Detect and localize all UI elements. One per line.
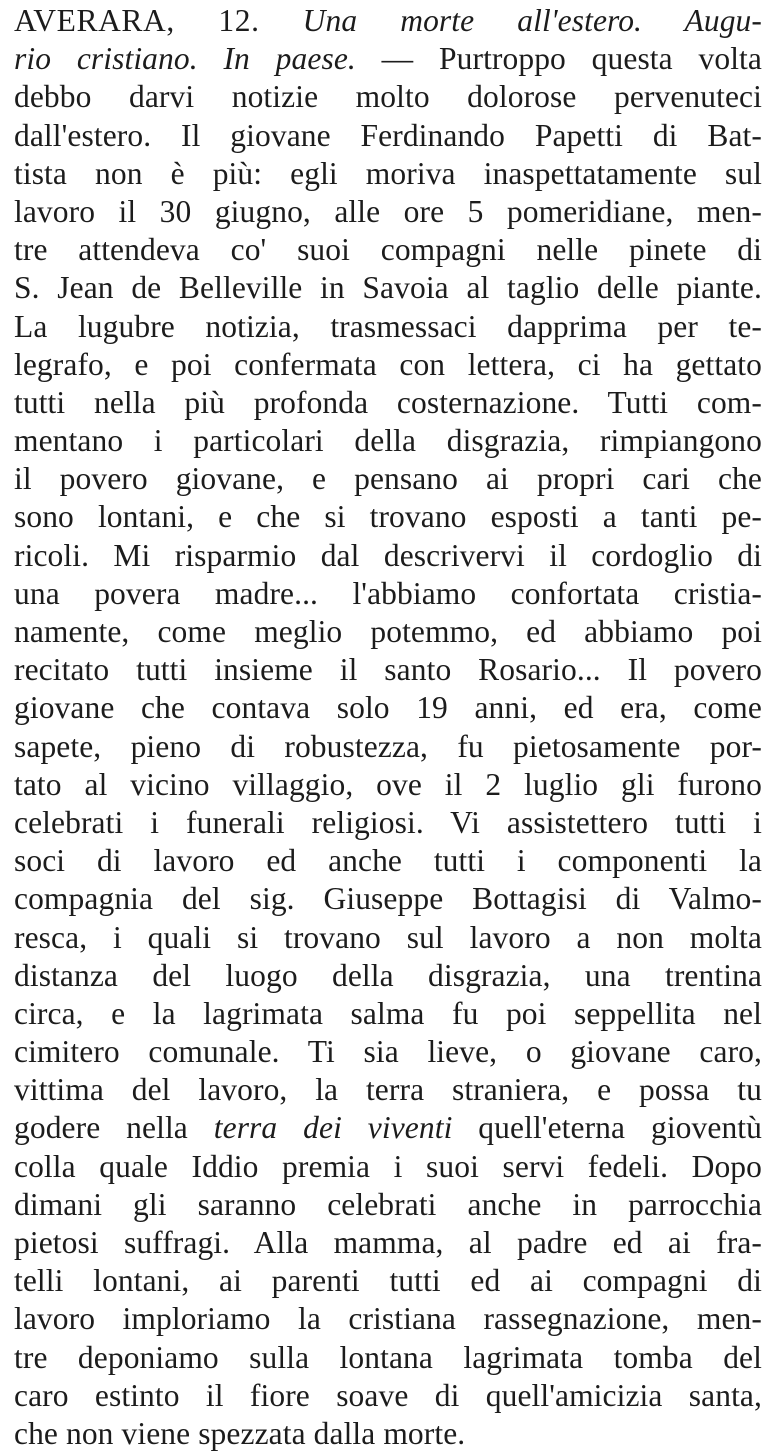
article-line: tutti nella più profonda costernazione. Tutti com-: [14, 384, 762, 420]
article-line: lavoro il 30 giugno, alle ore 5 pomeridiane, men-: [14, 193, 762, 229]
article-line: tre attendeva co' suoi compagni nelle pinete di: [14, 232, 762, 268]
article-line: pietosi suffragi. Alla mamma, al padre ed ai fra-: [14, 1225, 762, 1260]
article-line: cimitero comunale. Ti sia lieve, o giovane caro,: [14, 1034, 762, 1070]
italic-phrase: terra dei viventi: [213, 1110, 453, 1146]
article-line: debbo darvi notizie molto dolorose pervenuteci: [14, 79, 762, 115]
article-body: [14, 2, 762, 1453]
article-line: ricoli. Mi risparmio dal descrivervi il cordoglio di: [14, 537, 762, 573]
article-text: godere nella: [14, 1110, 214, 1146]
article-line: [14, 1109, 762, 1147]
article-line: celebrati i funerali religiosi. Vi assistettero tutti i: [14, 804, 762, 840]
article-line: dall'estero. Il giovane Ferdinando Papetti di Bat-: [14, 117, 762, 153]
article-line: distanza del luogo della disgrazia, una trentina: [14, 957, 762, 993]
article-line: vittima del lavoro, la terra straniera, e possa tu: [14, 1072, 762, 1108]
article-line: legrafo, e poi confermata con lettera, ci ha gettato: [14, 346, 762, 382]
article-line: circa, e la lagrimata salma fu poi seppellita nel: [14, 995, 762, 1031]
article-line: [14, 2, 762, 40]
article-line: tato al vicino villaggio, ove il 2 luglio gli furono: [14, 766, 762, 802]
article-line: namente, come meglio potemmo, ed abbiamo poi: [14, 614, 762, 649]
article-last-line: che non viene spezzata dalla morte.: [14, 1415, 466, 1451]
article-subheading: Una morte all'estero. Augu-: [302, 3, 762, 38]
article-line: [14, 40, 762, 78]
article-line: soci di lavoro ed anche tutti i componenti la: [14, 843, 762, 879]
article-line: S. Jean de Belleville in Savoia al taglio delle piante.: [14, 270, 762, 306]
article-line: sapete, pieno di robustezza, fu pietosamente por-: [14, 728, 762, 764]
article-line: sono lontani, e che si trovano esposti a tanti pe-: [14, 499, 762, 535]
article-line: lavoro imploriamo la cristiana rassegnazione, men-: [14, 1301, 762, 1337]
article-line: recitato tutti insieme il santo Rosario... Il povero: [14, 652, 762, 688]
article-line: mentano i particolari della disgrazia, rimpiangono: [14, 423, 762, 459]
article-line: tre deponiamo sulla lontana lagrimata tomba del: [14, 1339, 762, 1375]
article-line: una povera madre... l'abbiamo confortata cristia-: [14, 575, 762, 611]
article-line: resca, i quali si trovano sul lavoro a non molta: [14, 919, 762, 955]
article-subheading-continued: rio cristiano. In paese.: [14, 41, 356, 77]
article-header: AVERARA, 12.: [14, 3, 260, 38]
article-text: quell'eterna gioventù: [452, 1110, 763, 1146]
article-text: — Purtroppo questa volta: [381, 41, 762, 77]
article-line: giovane che contava solo 19 anni, ed era, come: [14, 690, 762, 726]
article-line: caro estinto il fiore soave di quell'amicizia santa,: [14, 1377, 762, 1413]
article-line: compagnia del sig. Giuseppe Bottagisi di Valmo-: [14, 881, 762, 917]
article-line: La lugubre notizia, trasmessaci dapprima per te-: [14, 308, 762, 344]
article-line: dimani gli saranno celebrati anche in parrocchia: [14, 1186, 762, 1222]
article-line: il povero giovane, e pensano ai propri cari che: [14, 461, 762, 497]
article-line: tista non è più: egli moriva inaspettatamente sul: [14, 155, 762, 191]
article-line: telli lontani, ai parenti tutti ed ai compagni di: [14, 1263, 762, 1299]
article-line: colla quale Iddio premia i suoi servi fedeli. Dopo: [14, 1148, 762, 1184]
